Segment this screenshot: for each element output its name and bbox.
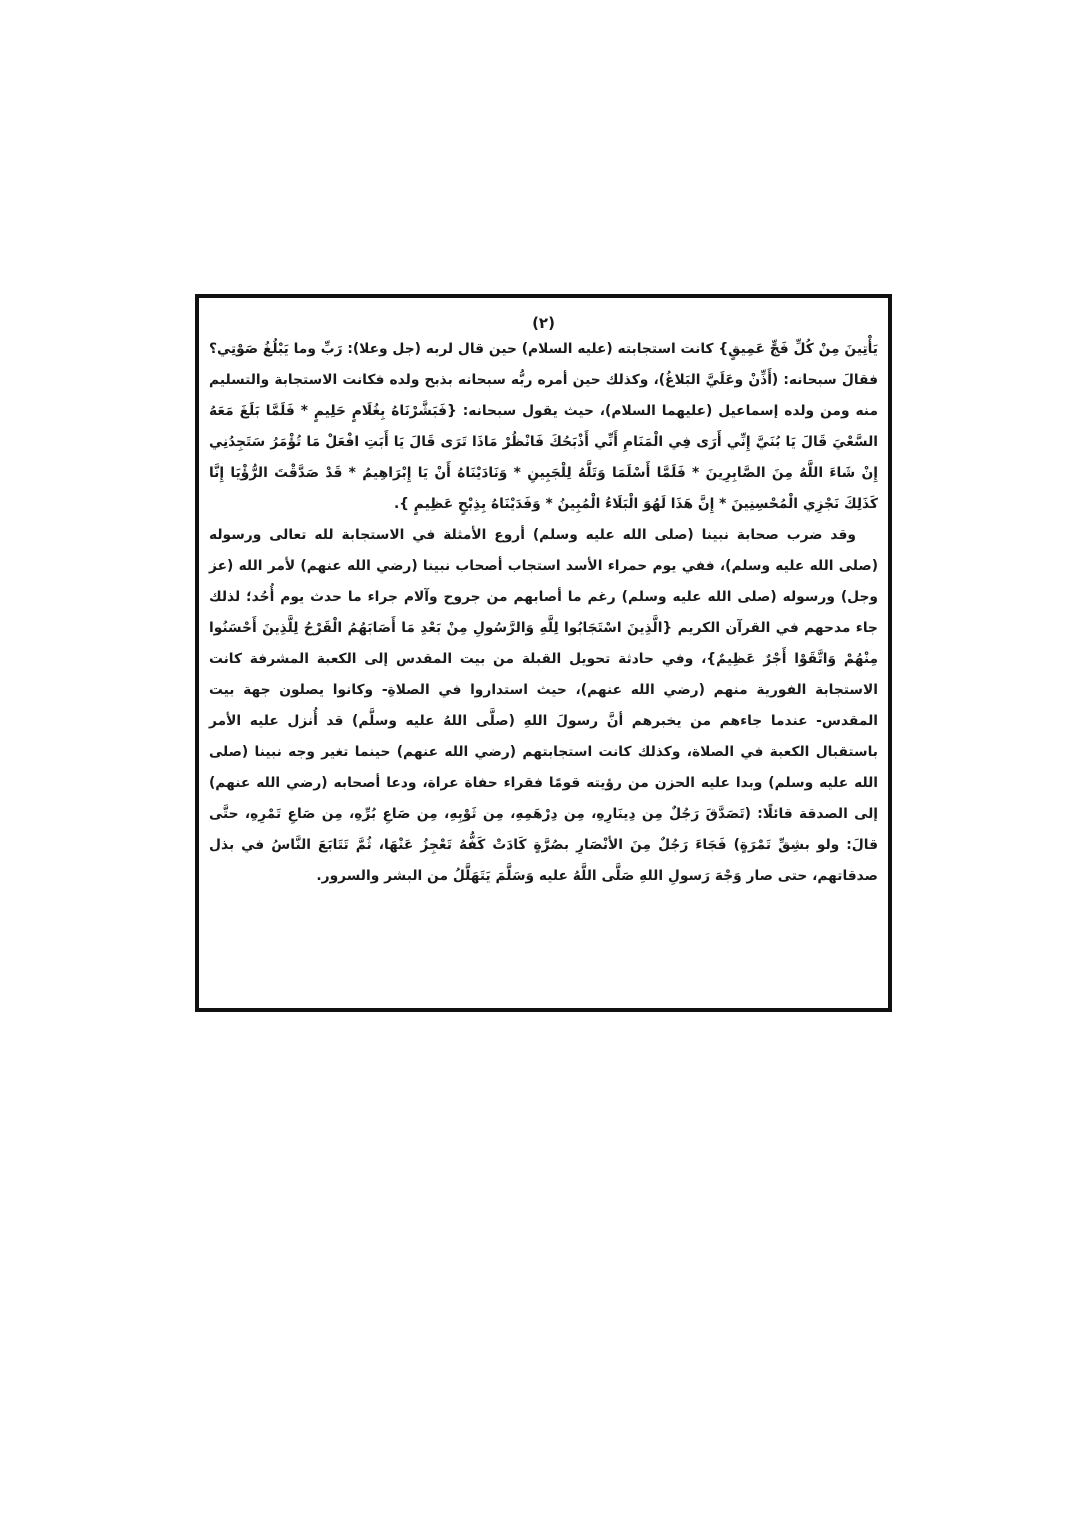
paragraph-1: يَأْتِينَ مِنْ كُلِّ فَجٍّ عَمِيقٍ} كانت استجابته (عليه السلام) حين قال لربه (جل وعلا): رَبِّ وما يَبْلُغُ صَوْتِي؟ فقالَ سبحانه: (أَذِّنْ وعَلَيَّ البَلاغُ)، وكذلك حين أمره ربُّه سبحانه بذبح ولده فكانت الاستجابة والتسليم منه ومن ولده إسماعيل (عليهما السلام)، حيث يقول سبحانه: {فَبَشَّرْنَاهُ بِغُلَامٍ حَلِيمٍ * فَلَمَّا بَلَغَ مَعَهُ السَّعْيَ قَالَ يَا بُنَيَّ إِنِّي أَرَى فِي الْمَنَامِ أَنِّي أَذْبَحُكَ فَانْظُرْ مَاذَا تَرَى قَالَ يَا أَبَتِ افْعَلْ مَا تُؤْمَرُ سَتَجِدُنِي إِنْ شَاءَ اللَّهُ مِنَ الصَّابِرِينَ * فَلَمَّا أَسْلَمَا وَتَلَّهُ لِلْجَبِينِ * وَنَادَيْنَاهُ أَنْ يَا إِبْرَاهِيمُ * قَدْ صَدَّقْتَ الرُّؤْيَا إِنَّا كَذَلِكَ نَجْزِي الْمُحْسِنِينَ * إِنَّ هَذَا لَهُوَ الْبَلَاءُ الْمُبِينُ * وَفَدَيْنَاهُ بِذِبْحٍ عَظِيمٍ }. xyxy=(209,341,878,512)
bordered-text-box xyxy=(195,294,892,1012)
page-number: (٢) xyxy=(532,314,555,332)
paragraph-2: وقد ضرب صحابة نبينا (صلى الله عليه وسلم) أروع الأمثلة في الاستجابة لله تعالى ورسوله (صلى الله عليه وسلم)، ففي يوم حمراء الأسد استجاب أصحاب نبينا (رضي الله عنهم) لأمر الله (عز وجل) ورسوله (صلى الله عليه وسلم) رغم ما أصابهم من جروح وآلام جراء ما حدث يوم أُحُد؛ لذلك جاء مدحهم في القرآن الكريم {الَّذِينَ اسْتَجَابُوا لِلَّهِ وَالرَّسُولِ مِنْ بَعْدِ مَا أَصَابَهُمُ الْقَرْحُ لِلَّذِينَ أَحْسَنُوا مِنْهُمْ وَاتَّقَوْا أَجْرٌ عَظِيمٌ}، وفي حادثة تحويل القبلة من بيت المقدس إلى الكعبة المشرفة كانت الاستجابة الفورية منهم (رضي الله عنهم)، حيث استداروا في الصلاةِ- وكانوا يصلون جهة بيت المقدس- عندما جاءهم من يخبرهم أنَّ رسولَ اللهِ (صلَّى اللهُ عليه وسلَّم) قد أُنزل عليه الأمر باستقبال الكعبة في الصلاة، وكذلك كانت استجابتهم (رضي الله عنهم) حينما تغير وجه نبينا (صلى الله عليه وسلم) وبدا عليه الحزن من رؤيته قومًا فقراء حفاة عراة، ودعا أصحابه (رضي الله عنهم) إلى الصدقة قائلًا: (تَصَدَّقَ رَجُلٌ مِن دِينَارِهِ، مِن دِرْهَمِهِ، مِن ثَوْبِهِ، مِن صَاعِ بُرِّهِ، مِن صَاعِ تَمْرِهِ، حتَّى قالَ: ولو بشِقِّ تَمْرَةٍ) فَجَاءَ رَجُلٌ مِنَ الأنْصَارِ بصُرَّةٍ كَادَتْ كَفُّهُ تَعْجِزُ عَنْهَا، ثُمَّ تَتَابَعَ النَّاسُ في بذل صدقاتهم، حتى صار وَجْهَ رَسولِ اللهِ صَلَّى اللَّهُ عليه وَسَلَّمَ يَتَهَلَّلُ من البشر والسرور. xyxy=(209,527,878,884)
